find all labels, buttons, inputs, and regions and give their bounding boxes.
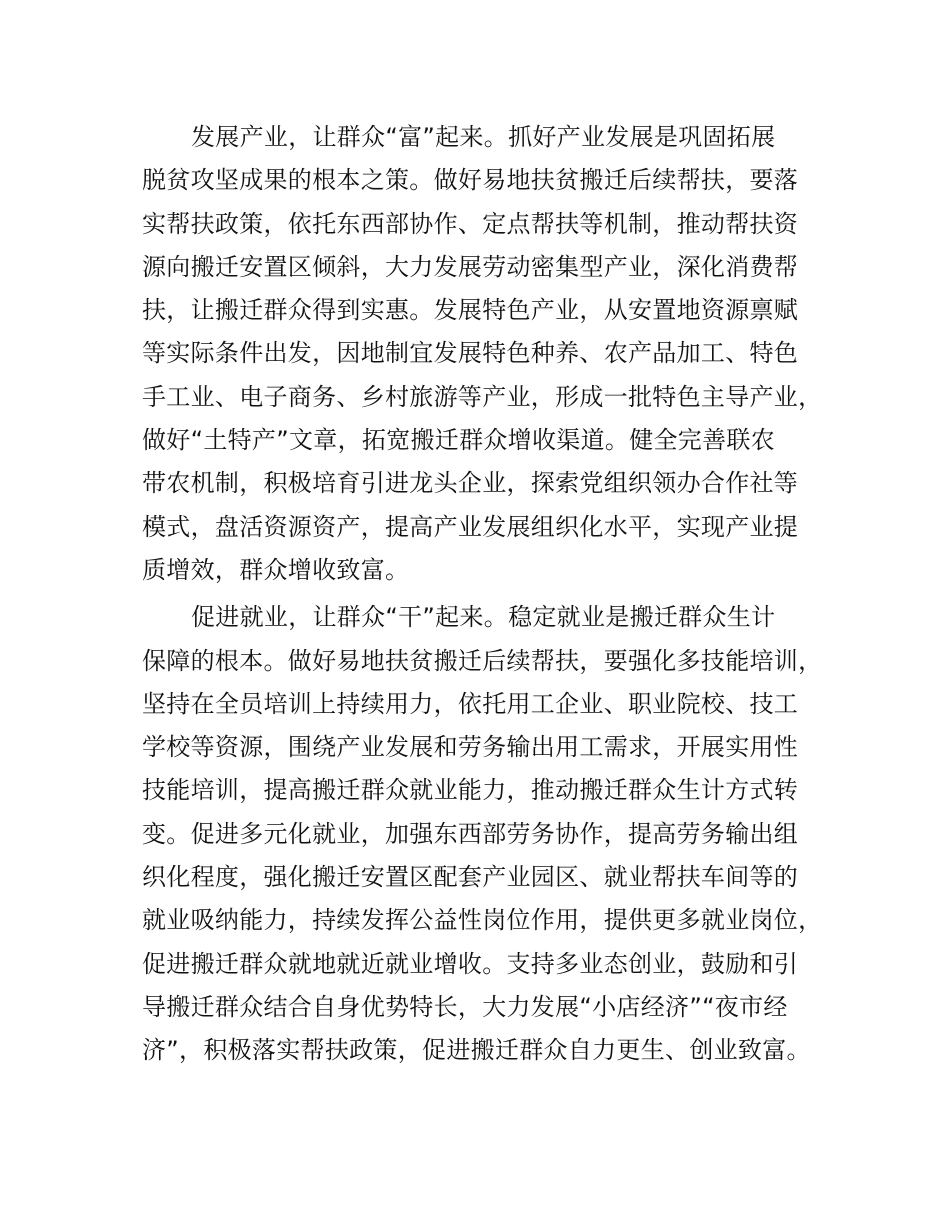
text-line: 等实际条件出发，因地制宜发展特色种养、农产品加工、特色: [142, 339, 799, 368]
text-line: 学校等资源，围绕产业发展和劳务输出用工需求，开展实用性: [142, 733, 799, 762]
text-line: 导搬迁群众结合自身优势特长，大力发展“小店经济”“夜市经: [142, 992, 788, 1021]
text-line: 手工业、电子商务、乡村旅游等产业，形成一批特色主导产业，: [142, 382, 823, 411]
document-body: [142, 116, 832, 1073]
text-line: 变。促进多元化就业，加强东西部劳务协作，提高劳务输出组: [142, 819, 799, 848]
text-line: 济”，积极落实帮扶政策，促进搬迁群众自力更生、创业致富。: [142, 1036, 811, 1065]
text-line: 模式，盘活资源资产，提高产业发展组织化水平，实现产业提: [142, 512, 799, 541]
text-line: 坚持在全员培训上持续用力，依托用工企业、职业院校、技工: [142, 689, 799, 718]
text-line: 质增效，群众增收致富。: [142, 555, 410, 584]
text-line: 带农机制，积极培育引进龙头企业，探索党组织领办合作社等: [142, 469, 799, 498]
paragraph-industry: [142, 116, 832, 592]
text-line: 技能培训，提高搬迁群众就业能力，推动搬迁群众生计方式转: [142, 776, 799, 805]
text-line: 促进就业，让群众“干”起来。稳定就业是搬迁群众生计: [191, 603, 776, 632]
text-line: 源向搬迁安置区倾斜，大力发展劳动密集型产业，深化消费帮: [142, 252, 799, 281]
text-line: 做好“土特产”文章，拓宽搬迁群众增收渠道。健全完善联农: [142, 426, 775, 455]
text-line: 实帮扶政策，依托东西部协作、定点帮扶等机制，推动帮扶资: [142, 209, 799, 238]
text-line: 织化程度，强化搬迁安置区配套产业园区、就业帮扶车间等的: [142, 863, 799, 892]
text-line: 就业吸纳能力，持续发挥公益性岗位作用，提供更多就业岗位，: [142, 906, 823, 935]
text-line: 脱贫攻坚成果的根本之策。做好易地扶贫搬迁后续帮扶，要落: [142, 166, 799, 195]
paragraph-employment: [142, 596, 832, 1072]
text-line: 扶，让搬迁群众得到实惠。发展特色产业，从安置地资源禀赋: [142, 296, 799, 325]
text-line: 发展产业，让群众“富”起来。抓好产业发展是巩固拓展: [191, 123, 776, 151]
text-line: 促进搬迁群众就地就近就业增收。支持多业态创业，鼓励和引: [142, 949, 799, 978]
text-line: 保障的根本。做好易地扶贫搬迁后续帮扶，要强化多技能培训，: [142, 646, 823, 675]
